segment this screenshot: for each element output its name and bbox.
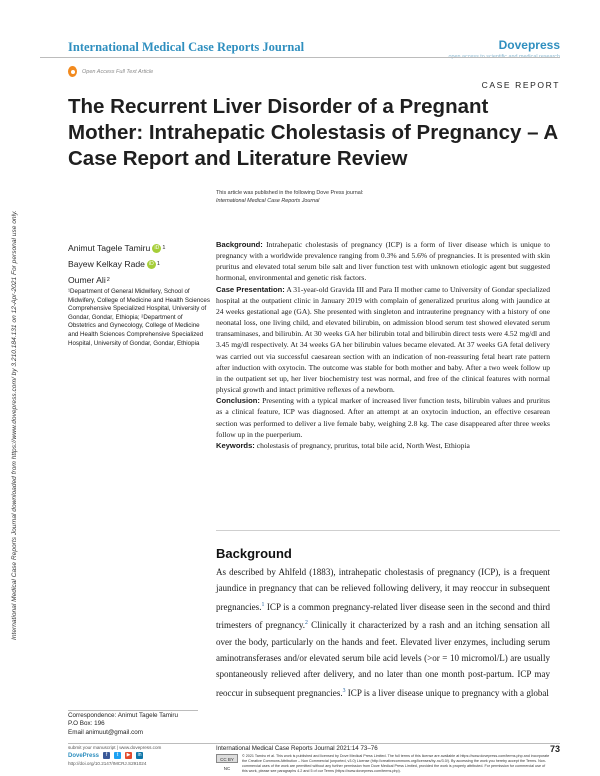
submit-manuscript-link[interactable]: submit your manuscript | www.dovepress.com xyxy=(68,745,162,750)
citation-link[interactable]: 3 xyxy=(342,687,346,694)
abstract-conclusion-label: Conclusion: xyxy=(216,396,260,406)
author-name: Bayew Kelkay Rade xyxy=(68,259,145,269)
abstract-keywords-text: cholestasis of pregnancy, pruritus, total bile acid, North West, Ethiopia xyxy=(254,440,470,450)
open-access-text: Open Access Full Text Article xyxy=(82,68,154,75)
citation-link[interactable]: 1 xyxy=(261,601,265,608)
background-text: As described by Ahlfeld (1883), intrahepatic cholestasis of pregnancy (ICP), is a frequent jaundice in pregnancy that can be relieved following delivery, it may reoccur in subsequent pregnancies. xyxy=(216,567,550,612)
open-access-icon xyxy=(68,66,77,77)
correspondence-po-box: P.O Box: 196 xyxy=(68,720,105,728)
author xyxy=(68,256,208,272)
abstract-case xyxy=(216,284,550,396)
abstract-case-text: A 31-year-old Gravida III and Para II mother came to University of Gondar specialized hospital at the outpatient clinic in January 2019 with complain of generalized pruritus along with jaundice at 24 weeks gestational age (GA). She presented with singleton and intrauterine pregnancy with a history of one neonatal loss, one living child, and elevated bilirubin, on admission blood serum test showed elevated serum transaminases, and bilirubin. At 30 weeks GA her bilirubin total and bilirubin direct tests were 4.52 mg/dl and 3.45 mg/dl respectively. At 34 weeks GA her bilirubin values became elevated. At 37 weeks GA fetal delivery was carried out via successful caesarean section with an indication of non-reassuring fetal heart rate pattern after induction with oxytocin. The outcome was stable for both mother and baby. After a two week follow up in the outpatient set up, her liver biochemistry test was normal, and free of the clinical features with normal physical growth and intact primitive reflexes of a newborn. xyxy=(216,284,550,395)
dovepress-logo[interactable]: DovePress xyxy=(68,752,100,759)
author-affiliation-sup: 1 xyxy=(156,261,160,267)
publication-note-line: This article was published in the following Dove Press journal: xyxy=(216,190,364,196)
abstract-background xyxy=(216,239,550,284)
author-name: Oumer Ali xyxy=(68,275,106,285)
author xyxy=(68,240,208,256)
side-download-note xyxy=(6,120,32,640)
abstract xyxy=(216,239,550,451)
linkedin-icon[interactable]: in xyxy=(137,752,142,758)
abstract-conclusion xyxy=(216,395,550,440)
page-number: 73 xyxy=(549,744,560,754)
author-affiliation-sup: 2 xyxy=(106,277,110,283)
footer-left xyxy=(68,745,218,766)
correspondence-divider xyxy=(68,710,198,711)
license-block xyxy=(216,754,550,774)
section-divider xyxy=(216,530,560,531)
correspondence-name: Correspondence: Animut Tagele Tamiru xyxy=(68,712,179,719)
background-text: ICP is a liver disease unique to pregnancy with a global xyxy=(345,687,549,698)
publisher-tagline: open access to scientific and medical research xyxy=(448,54,560,60)
abstract-case-label: Case Presentation: xyxy=(216,284,285,294)
correspondence xyxy=(68,712,210,737)
facebook-icon[interactable]: f xyxy=(103,752,110,759)
journal-name[interactable]: International Medical Case Reports Journal xyxy=(68,40,305,54)
cc-license-badge[interactable]: CC BY NC xyxy=(216,754,238,763)
publisher-logo: Dovepress xyxy=(498,38,560,52)
background-body xyxy=(216,564,550,701)
orcid-icon[interactable]: iD xyxy=(152,244,161,253)
publication-note xyxy=(216,189,363,205)
author-name: Animut Tagele Tamiru xyxy=(68,243,151,253)
abstract-keywords-label: Keywords: xyxy=(216,440,255,450)
author-affiliation-sup: 1 xyxy=(162,245,166,251)
correspondence-email[interactable]: Email animuut@gmail.com xyxy=(68,728,143,736)
author xyxy=(68,272,208,288)
affiliations: ¹Department of General Midwifery, School of Midwifery, College of Medicine and Health Sciences Comprehensive Specialized Hospital, University of Gondar, Gondar, Ethiopia; ²Department of Obstetrics and Gynecology, College of Medicine and Health Sciences Comprehensive Specialized Hospital, University of Gondar, Gondar, Ethiopia xyxy=(68,288,210,347)
abstract-background-label: Background: xyxy=(216,240,263,249)
footer-journal-citation: International Medical Case Reports Journal 2021:14 73–76 xyxy=(216,745,378,752)
media-icon[interactable]: ▶ xyxy=(126,752,131,758)
abstract-conclusion-text: Presenting with a typical marker of increased liver function tests, bilirubin values and pruritus as a clinical feature, ICP was diagnosed. After an attempt at an oxytocin induction, an effective cesarean section was performed to deliver a live female baby, weighing 2.8 kg. The case disappeared after three weeks follow up in the puerperium. xyxy=(216,396,550,439)
footer-divider xyxy=(68,743,560,744)
publication-note-journal[interactable]: International Medical Case Reports Journal xyxy=(216,198,320,204)
abstract-background-text: Intrahepatic cholestasis of pregnancy (ICP) is a form of liver disease which is unique to pregnancy with a worldwide prevalence ranging from 0.3% and 5.6% of pregnancies. It is presented with skin pruritus and elevated total serum bile salt and liver function test with unknown etiologic agent but suggested hormonal, environmental and genetic risk factors. xyxy=(216,240,550,283)
article-title: The Recurrent Liver Disorder of a Pregnant Mother: Intrahepatic Cholestasis of Pregnancy – A Case Report and Literature Review xyxy=(68,95,558,170)
background-heading: Background xyxy=(216,546,292,561)
author-list xyxy=(68,240,208,288)
open-access-label xyxy=(68,66,153,77)
background-text: ICP is a common pregnancy-related liver disease seen in the second and third trimesters of pregnancy. xyxy=(216,601,550,631)
twitter-icon[interactable]: t xyxy=(114,752,121,759)
footer-brand-row xyxy=(68,752,218,759)
background-text: Clinically it characterized by a rash and an itching sensation all over the body, particularly on the hands and feet. Elevated liver enzymes, including serum aminotransferases and/or elevated serum bile acid levels (>or = 10 micromol/L) are usually spontaneously relieved after delivery, and no later than one month post-partum. ICP may reoccur in subsequent pregnancies. xyxy=(216,620,550,698)
doi-link[interactable]: http://doi.org/10.2147/IMCRJ.S291024 xyxy=(68,761,147,766)
abstract-keywords xyxy=(216,440,550,451)
side-download-note-text: International Medical Case Reports Journal downloaded from https://www.dovepress.com/ by 3.210.184.131 on 12-Apr-2021 For personal use only. xyxy=(11,210,18,640)
header-divider xyxy=(40,57,560,58)
license-text: © 2021 Tamiru et al. This work is published and licensed by Dove Medical Press Limited. The full terms of this license are available at https://www.dovepress.com/terms.php and incorporate the Creative Commons Attribution – Non Commercial (unported, v3.0) License (http://creativecommons.org/licenses/by-nc/3.0/). By accessing the work you hereby accept the Terms. Non-commercial uses of the work are permitted without any further permission from Dove Medical Press Limited, provided the work is properly attributed. For permission for commercial use of this work, please see paragraphs 4.2 and 5 of our Terms (https://www.dovepress.com/terms.php). xyxy=(242,754,550,773)
article-type: CASE REPORT xyxy=(481,80,560,90)
citation-link[interactable]: 2 xyxy=(305,620,308,627)
orcid-icon[interactable]: iD xyxy=(147,260,156,269)
